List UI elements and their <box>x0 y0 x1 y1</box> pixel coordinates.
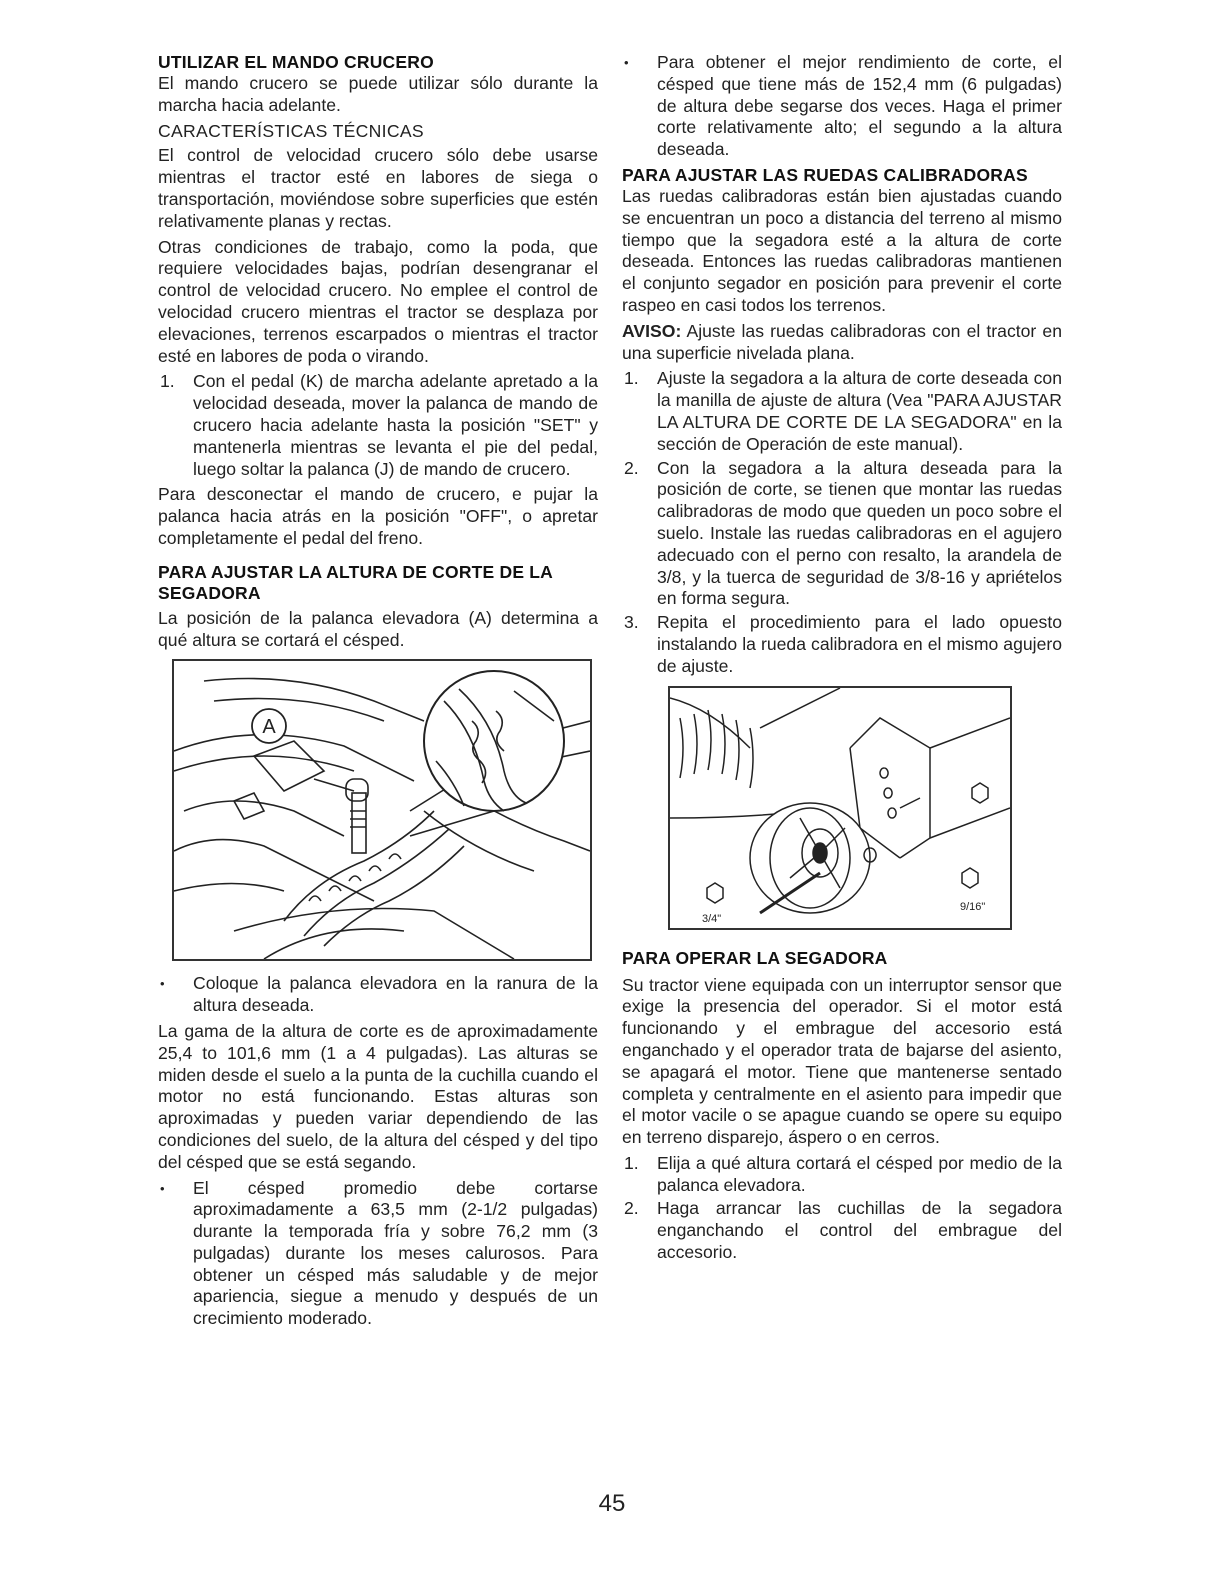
list-item-text: Elija a qué altura cortará el césped por medio de la palanca elevadora. <box>657 1152 1062 1195</box>
list-item-text: Ajuste la segadora a la altura de corte deseada con la manilla de ajuste de altura (Vea "PARA AJUSTAR LA ALTURA DE CORTE DE LA SEGADORA" en la sección de Operación de este manual). <box>657 368 1062 454</box>
list-item-text: Coloque la palanca elevadora en la ranura de la altura deseada. <box>193 973 598 1016</box>
list-number: 1. <box>160 371 175 392</box>
aviso-label: AVISO: <box>622 320 682 341</box>
bullet-list <box>622 52 1062 161</box>
list-item <box>158 973 598 1017</box>
right-column <box>622 52 1062 1268</box>
numbered-list <box>622 1153 1062 1264</box>
list-item <box>622 1153 1062 1197</box>
list-item <box>622 1198 1062 1263</box>
paragraph: La posición de la palanca elevadora (A) determina a qué altura se cortará el césped. <box>158 607 598 650</box>
paragraph: Otras condiciones de trabajo, como la poda, que requiere velocidades bajas, podrían desengranar el control de velocidad crucero. No emplee el control de velocidad crucero mientras el tractor se desplaza por elevaciones, terrenos escarpados o mientras el tractor esté en labores de poda o virando. <box>158 236 598 366</box>
aviso-paragraph <box>622 321 1062 365</box>
list-item <box>622 458 1062 611</box>
callout-label-a: A <box>262 716 276 739</box>
page-number: 45 <box>598 1490 626 1517</box>
bullet-list <box>158 1178 598 1331</box>
heading-altura-corte: PARA AJUSTAR LA ALTURA DE CORTE DE LA SEGADORA <box>158 561 553 603</box>
lift-lever-illustration <box>174 661 590 959</box>
list-item-text: Con el pedal (K) de marcha adelante apretado a la velocidad deseada, mover la palanca de mando de crucero hacia adelante hasta la posición "SET" y mantenerla mientras se levanta el pie del pedal, luego soltar la palanca (J) de mando de crucero. <box>193 371 598 479</box>
list-item <box>622 612 1062 677</box>
list-number: 2. <box>624 1198 639 1219</box>
gauge-wheel-figure <box>668 686 1012 930</box>
size-label-9-16: 9/16" <box>960 900 986 913</box>
list-item <box>622 52 1062 161</box>
paragraph: Las ruedas calibradoras están bien ajustadas cuando se encuentran un poco a distancia del terreno al mismo tiempo que la segadora esté a la altura de corte deseada. Entonces las ruedas calibradoras mantienen el conjunto segador en posición para prevenir el corte raspeo en casi todos los terrenos. <box>622 185 1062 315</box>
list-item <box>158 1178 598 1331</box>
list-item-text: El césped promedio debe cortarse aproximadamente a 63,5 mm (2-1/2 pulgadas) durante la temporada fría y sobre 76,2 mm (3 pulgadas) durante los meses calurosos. Para obtener un césped más saludable y de mejor apariencia, siegue a menudo y después de un crecimiento moderado. <box>193 1177 598 1329</box>
numbered-list <box>622 368 1062 677</box>
gauge-wheel-illustration <box>670 688 1010 928</box>
bullet-mark: • <box>160 1180 165 1196</box>
subheading-caracteristicas: CARACTERÍSTICAS TÉCNICAS <box>158 120 424 141</box>
paragraph: Su tractor viene equipada con un interruptor sensor que exige la presencia del operador. Si el motor está funcionando y el embrague del accesorio está enganchado y el operador trata de bajarse del asiento, se apagará el motor. Tiene que mantenerse sentado completa y centralmente en el asiento para impedir que el motor vacile o se apague cuando se opere su equipo en terreno disparejo, áspero o en cerros. <box>622 974 1062 1148</box>
numbered-list <box>158 371 598 480</box>
bullet-mark: • <box>160 976 165 992</box>
left-column <box>158 52 598 1334</box>
paragraph: El mando crucero se puede utilizar sólo durante la marcha hacia adelante. <box>158 73 598 115</box>
list-item <box>158 371 598 480</box>
heading-mando-crucero: UTILIZAR EL MANDO CRUCERO <box>158 52 434 72</box>
list-number: 1. <box>624 1152 639 1173</box>
heading-ruedas-calibradoras: PARA AJUSTAR LAS RUEDAS CALIBRADORAS <box>622 164 1028 185</box>
paragraph: Para desconectar el mando de crucero, e pujar la palanca hacia atrás en la posición "OFF", o apretar completamente el pedal del freno. <box>158 484 598 548</box>
bullet-list <box>158 973 598 1017</box>
bullet-mark: • <box>624 55 629 70</box>
list-item-text: Para obtener el mejor rendimiento de corte, el césped que tiene más de 152,4 mm (6 pulgadas) de altura debe segarse dos veces. Haga el primer corte relativamente alto; el segundo a la altura deseada. <box>657 52 1062 160</box>
list-number: 2. <box>624 457 639 478</box>
heading-operar-segadora: PARA OPERAR LA SEGADORA <box>622 947 888 968</box>
list-item <box>622 368 1062 455</box>
aviso-text: Ajuste las ruedas calibradoras con el tractor en una superficie nivelada plana. <box>622 320 1062 363</box>
list-item-text: Repita el procedimiento para el lado opuesto instalando la rueda calibradora en el mismo agujero de ajuste. <box>657 612 1062 676</box>
list-item-text: Haga arrancar las cuchillas de la segadora enganchando el control del embrague del accesorio. <box>657 1198 1062 1263</box>
detail-circle <box>424 671 564 811</box>
list-number: 1. <box>624 368 639 389</box>
list-item-text: Con la segadora a la altura deseada para la posición de corte, se tienen que montar las ruedas calibradoras de modo que queden un poco sobre el suelo. Instale las ruedas calibradoras en el agujero adecuado con el perno con resalto, la arandela de 3/8, y la tuerca de seguridad de 3/8-16 y apriételos en forma segura. <box>657 457 1062 609</box>
list-number: 3. <box>624 612 639 633</box>
size-label-3-4: 3/4" <box>702 912 722 925</box>
paragraph: El control de velocidad crucero sólo debe usarse mientras el tractor esté en labores de siega o transportación, moviéndose sobre superficies que estén relativamente planas y rectas. <box>158 145 598 231</box>
lift-lever-figure <box>172 659 592 961</box>
paragraph: La gama de la altura de corte es de aproximadamente 25,4 to 101,6 mm (1 a 4 pulgadas). Las alturas se miden desde el suelo a la punta de la cuchilla cuando el motor no está funcionando. Estas alturas son aproximadas y pueden variar dependiendo de las condiciones del suelo, de la altura del césped y del tipo del césped que se está segando. <box>158 1020 598 1172</box>
